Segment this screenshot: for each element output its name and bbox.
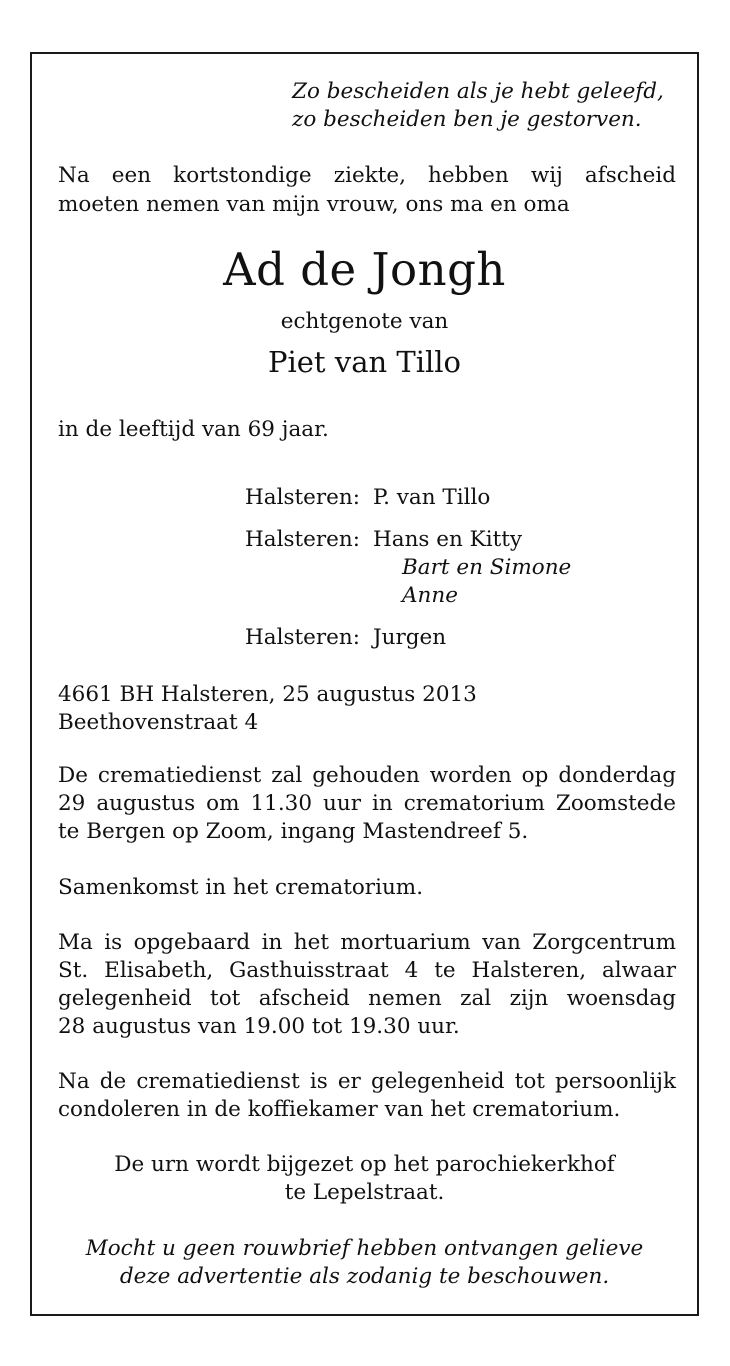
family-names-2: Hans en Kitty: [373, 527, 523, 552]
motto-line-1: Zo bescheiden als je hebt geleefd,: [292, 79, 664, 104]
family-place-1: Halsteren:: [245, 485, 360, 510]
viewing-line-1: Ma is opgebaard in het mortuarium van Zorgcentrum: [58, 930, 676, 955]
condolence-line-1: Na de crematiedienst is er gelegenheid tot persoonlijk: [58, 1069, 676, 1094]
age-line: in de leeftijd van 69 jaar.: [58, 417, 329, 442]
intro-line-1: Na een kortstondige ziekte, hebben wij afscheid: [58, 163, 676, 188]
family-place-3: Halsteren:: [245, 625, 360, 650]
motto-line-2: zo bescheiden ben je gestorven.: [292, 107, 642, 132]
family-place-2: Halsteren:: [245, 527, 360, 552]
service-line-1: De crematiedienst zal gehouden worden op donderdag: [58, 763, 676, 788]
condolence-line-2: condoleren in de koffiekamer van het crematorium.: [58, 1097, 621, 1122]
service-line-2: 29 augustus om 11.30 uur in crematorium Zoomstede: [58, 791, 676, 816]
service-line-3: te Bergen op Zoom, ingang Mastendreef 5.: [58, 819, 529, 844]
viewing-line-4: 28 augustus van 19.00 tot 19.30 uur.: [58, 1014, 460, 1039]
family-names-1: P. van Tillo: [373, 485, 491, 510]
viewing-line-3: gelegenheid tot afscheid nemen zal zijn woensdag: [58, 986, 676, 1011]
urn-line-2: te Lepelstraat.: [284, 1180, 445, 1205]
viewing-line-2: St. Elisabeth, Gasthuisstraat 4 te Halsteren, alwaar: [58, 958, 676, 983]
family-child-1: Bart en Simone: [402, 555, 572, 580]
family-child-2: Anne: [402, 583, 458, 608]
gathering-line: Samenkomst in het crematorium.: [58, 875, 424, 900]
family-names-3: Jurgen: [373, 625, 447, 650]
spouse-name: Piet van Tillo: [267, 345, 462, 379]
deceased-name: Ad de Jongh: [223, 243, 506, 296]
address-line-1: 4661 BH Halsteren, 25 augustus 2013: [58, 682, 477, 707]
address-line-2: Beethovenstraat 4: [58, 710, 259, 735]
spouse-label: echtgenote van: [280, 309, 449, 334]
notice-line-2: deze advertentie als zodanig te beschouwen.: [119, 1264, 610, 1289]
notice-line-1: Mocht u geen rouwbrief hebben ontvangen gelieve: [85, 1236, 644, 1261]
intro-line-2: moeten nemen van mijn vrouw, ons ma en oma: [58, 192, 570, 217]
urn-line-1: De urn wordt bijgezet op het parochiekerkhof: [114, 1152, 615, 1177]
